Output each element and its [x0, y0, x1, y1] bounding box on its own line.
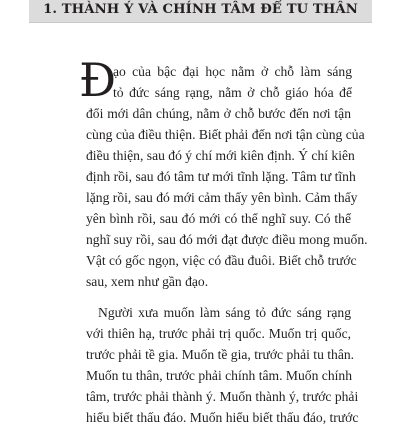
section-heading: 1. THÀNH Ý VÀ CHÍNH TÂM ĐỂ TU THÂN — [43, 2, 358, 17]
paragraph-1-line: điều thiện, sau đó ý chí mới kiên định. Ý chí kiên — [86, 148, 355, 163]
section-heading-bar — [29, 0, 372, 23]
paragraph-1-line: nghĩ suy rồi, sau đó mới đạt được điều mong muốn. — [86, 232, 368, 247]
paragraph-1-line: lặng rồi, sau đó mới cảm thấy yên bình. Cảm thấy — [86, 190, 358, 205]
paragraph-2-line: hiểu biết thấu đáo. Muốn hiểu biết thấu đáo, trước — [86, 410, 359, 425]
paragraph-2-line: Người xưa muốn làm sáng tỏ đức sáng rạng — [98, 305, 351, 320]
paragraph-2-line: Muốn tu thân, trước phải chính tâm. Muốn chính — [86, 368, 353, 383]
paragraph-1-line: yên bình rồi, sau đó mới có thể nghĩ suy. Có thể — [86, 211, 351, 226]
paragraph-1-line: ạo của bậc đại học nằm ở chỗ làm sáng — [113, 64, 352, 79]
paragraph-1-line: sau, xem như gần đạo. — [86, 274, 209, 289]
paragraph-1-line: tỏ đức sáng rạng, nằm ở chỗ giáo hóa để — [113, 85, 352, 100]
paragraph-1-line: cùng của điều thiện. Biết phải đến nơi tận cùng của — [86, 127, 365, 142]
paragraph-2-line: trước phải tề gia. Muốn tề gia, trước phải tu thân. — [86, 347, 355, 362]
paragraph-1-line: định rồi, sau đó tâm tư mới tĩnh lặng. Tâm tư tĩnh — [86, 169, 356, 184]
drop-cap: Đ — [79, 53, 117, 107]
paragraph-2-line: tâm, trước phải thành ý. Muốn thành ý, trước phải — [86, 389, 359, 404]
paragraph-1-line: đổi mới dân chúng, nằm ở chỗ bước đến nơi tận — [86, 106, 351, 121]
paragraph-2-line: với thiên hạ, trước phải trị quốc. Muốn trị quốc, — [86, 326, 351, 341]
paragraph-1-line: Vật có gốc ngọn, việc có đầu đuôi. Biết chỗ trước — [86, 253, 357, 268]
